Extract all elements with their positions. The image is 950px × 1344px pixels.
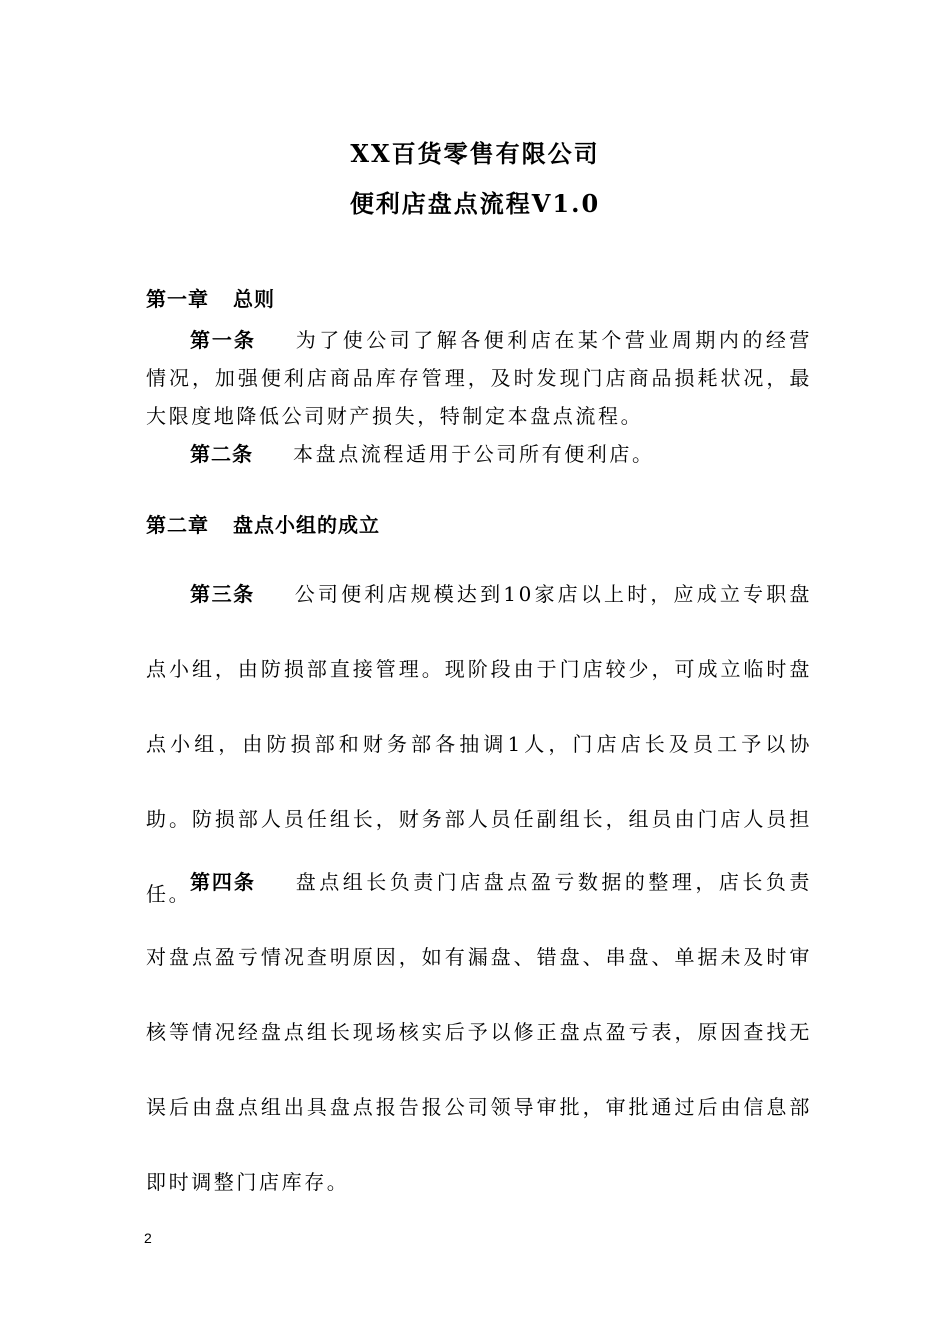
article-2 bbox=[146, 435, 812, 473]
chapter-number: 第一章 bbox=[146, 287, 209, 311]
article-1 bbox=[146, 321, 812, 435]
article-text: 公司便利店规模达到10家店以上时，应成立专职盘点小组，由防损部直接管理。现阶段由于门店较少，可成立临时盘点小组，由防损部和财务部各抽调1人，门店店长及员工予以协助。防损部人员任组长，财务部人员任副组长，组员由门店人员担任。 bbox=[146, 582, 812, 906]
article-label: 第二条 bbox=[190, 442, 253, 466]
chapter-heading-1 bbox=[146, 283, 275, 312]
chapter-heading-2 bbox=[146, 509, 380, 538]
article-label: 第三条 bbox=[190, 582, 255, 606]
article-4 bbox=[146, 845, 812, 1220]
article-text: 为了使公司了解各便利店在某个营业周期内的经营情况，加强便利店商品库存管理，及时发现门店商品损耗状况，最大限度地降低公司财产损失，特制定本盘点流程。 bbox=[146, 328, 813, 428]
article-label: 第一条 bbox=[190, 328, 256, 352]
company-title: XX百货零售有限公司 bbox=[350, 139, 600, 168]
article-text: 本盘点流程适用于公司所有便利店。 bbox=[293, 442, 655, 466]
chapter-number: 第二章 bbox=[146, 513, 209, 537]
chapter-name: 总则 bbox=[233, 287, 275, 311]
document-title: 便利店盘点流程V1.0 bbox=[349, 189, 601, 218]
article-text: 盘点组长负责门店盘点盈亏数据的整理，店长负责对盘点盈亏情况查明原因，如有漏盘、错盘、串盘、单据未及时审核等情况经盘点组长现场核实后予以修正盘点盈亏表，原因查找无误后由盘点组出具盘点报告报公司领导审批，审批通过后由信息部即时调整门店库存。 bbox=[146, 870, 813, 1194]
page-number: 2 bbox=[144, 1230, 152, 1246]
article-label: 第四条 bbox=[190, 870, 256, 894]
chapter-name: 盘点小组的成立 bbox=[233, 513, 380, 537]
